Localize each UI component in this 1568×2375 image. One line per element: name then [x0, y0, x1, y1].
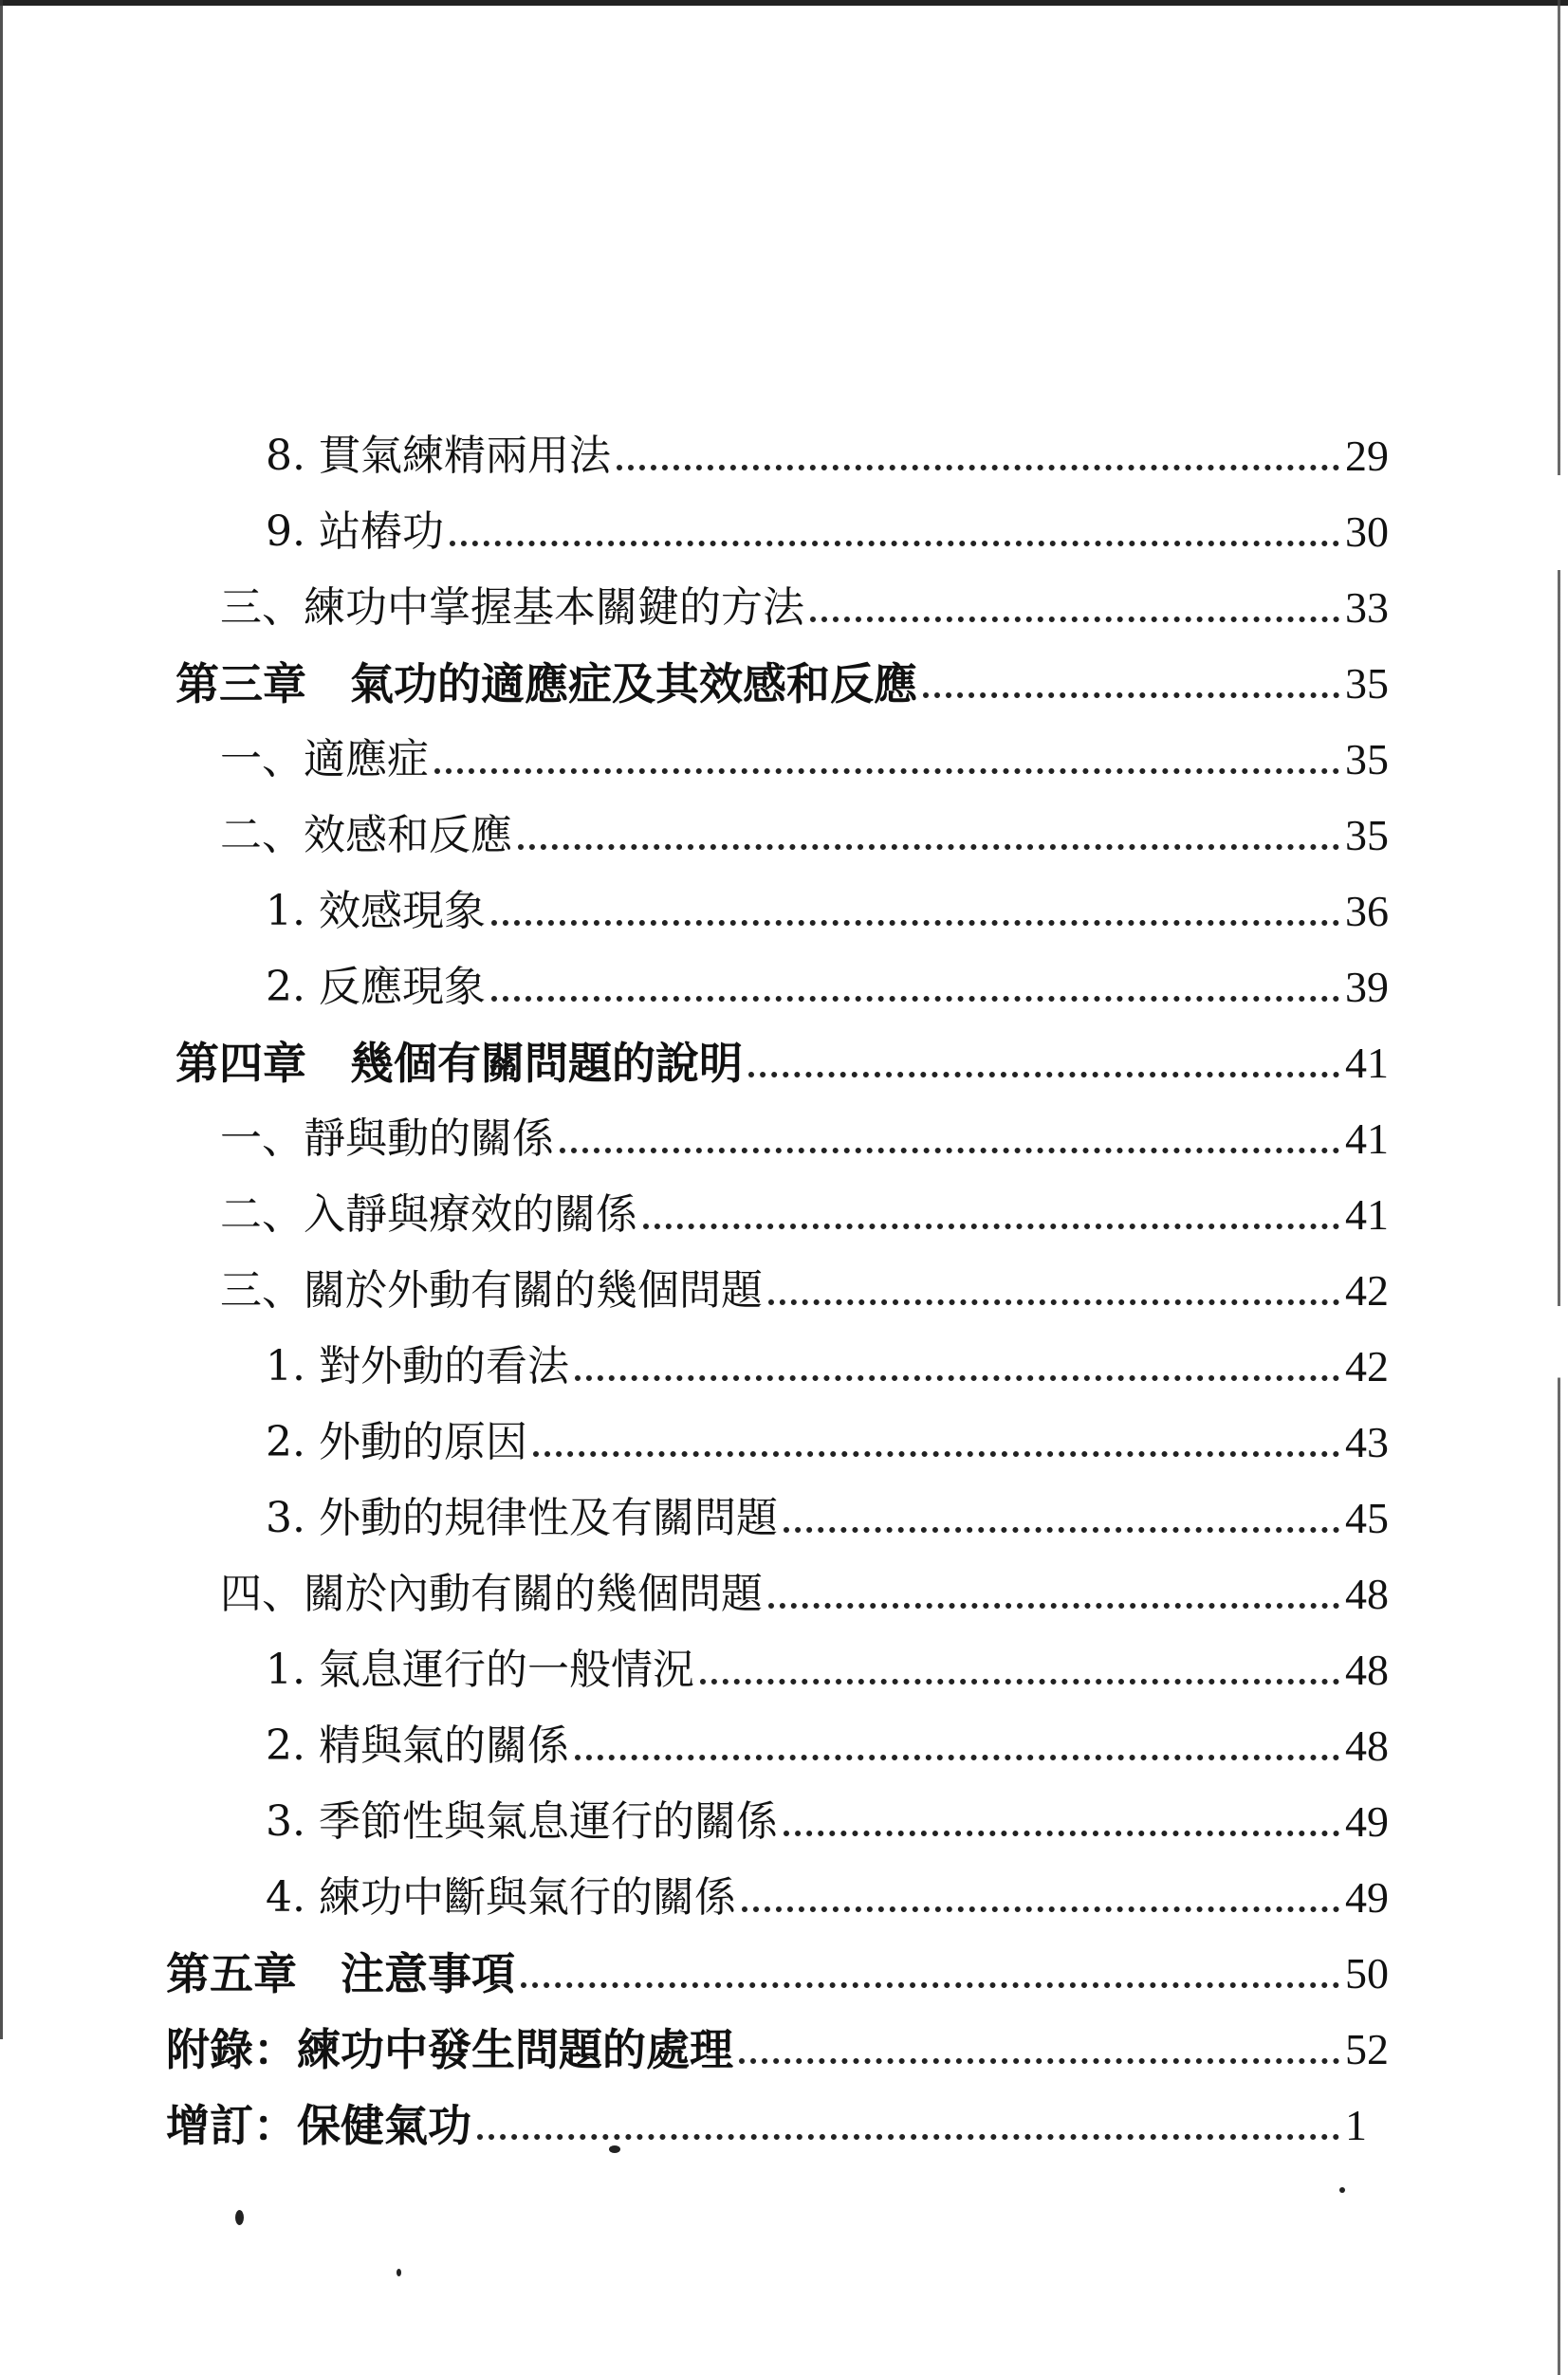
dot-leader [560, 1148, 1339, 1153]
dot-leader [477, 2134, 1339, 2140]
toc-entry-title: 1. 氣息運行的一般情況 [266, 1646, 694, 1694]
toc-entry-title: 3. 外動的規律性及有關問題 [266, 1494, 778, 1542]
toc-entry-title: 4. 練功中斷與氣行的關係 [266, 1873, 736, 1922]
dot-leader [643, 1224, 1339, 1229]
toc-page-number: 35 [1345, 811, 1389, 859]
dot-leader [768, 1299, 1339, 1305]
toc-chapter-entry[interactable] [166, 2020, 1393, 2079]
toc-entry-title: 一、靜與動的關係 [220, 1114, 554, 1163]
toc-entry[interactable] [266, 882, 1393, 941]
toc-page-number: 35 [1345, 735, 1389, 783]
toc-page-number: 30 [1345, 507, 1389, 556]
top-border-line [0, 0, 1568, 6]
dot-leader [700, 1679, 1339, 1685]
toc-page-number: 45 [1345, 1494, 1389, 1542]
dot-leader [617, 465, 1339, 470]
dot-leader [575, 1755, 1339, 1760]
right-border-line [1558, 0, 1560, 2375]
scan-speck [397, 2269, 401, 2276]
dot-leader [768, 1603, 1339, 1609]
toc-page-number: 42 [1345, 1342, 1389, 1390]
toc-entry-title: 2. 精與氣的關係 [266, 1721, 569, 1770]
dot-leader [784, 1831, 1339, 1836]
toc-entry[interactable] [266, 503, 1393, 562]
toc-page-number: 50 [1345, 1949, 1389, 1998]
toc-entry-title: 二、入靜與療效的關係 [220, 1190, 637, 1239]
toc-chapter-entry[interactable] [166, 1944, 1393, 2003]
toc-page-number: 41 [1345, 1190, 1389, 1239]
dot-leader [434, 768, 1339, 774]
dot-leader [533, 1451, 1339, 1457]
toc-entry[interactable] [266, 1337, 1393, 1396]
toc-page-number: 1 [1345, 2101, 1367, 2149]
toc-entry-title: 三、關於外動有關的幾個問題 [220, 1266, 763, 1315]
scan-speck [609, 2145, 620, 2153]
dot-leader [739, 2058, 1339, 2064]
dot-leader [491, 996, 1339, 1002]
dot-leader [521, 1982, 1339, 1988]
toc-entry[interactable] [220, 1186, 1393, 1244]
toc-entry[interactable] [266, 1717, 1393, 1776]
toc-page-number: 29 [1345, 432, 1389, 480]
toc-entry-title: 1. 對外動的看法 [266, 1342, 569, 1390]
toc-chapter-entry[interactable] [175, 654, 1393, 713]
toc-entry-title: 2. 反應現象 [266, 963, 486, 1011]
toc-page-number: 35 [1345, 659, 1389, 708]
toc-entry[interactable] [266, 1793, 1393, 1851]
toc-entry[interactable] [220, 806, 1393, 865]
toc-entry[interactable] [220, 579, 1393, 637]
toc-page-number: 43 [1345, 1418, 1389, 1466]
left-border-line [0, 0, 3, 2039]
toc-entry[interactable] [266, 958, 1393, 1017]
toc-entry[interactable] [266, 1641, 1393, 1700]
toc-entry[interactable] [220, 730, 1393, 789]
toc-page-number: 52 [1345, 2025, 1389, 2073]
dot-leader [575, 1375, 1339, 1381]
toc-page-number: 48 [1345, 1721, 1389, 1770]
dot-leader [923, 692, 1339, 698]
toc-entry-title: 二、效感和反應 [220, 811, 512, 859]
toc-entry-title: 第四章 幾個有關問題的說明 [175, 1038, 743, 1089]
toc-page-number: 42 [1345, 1266, 1389, 1315]
dot-leader [491, 920, 1339, 926]
toc-entry[interactable] [266, 1869, 1393, 1927]
toc-page-number: 48 [1345, 1646, 1389, 1694]
toc-entry-title: 2. 外動的原因 [266, 1418, 527, 1466]
toc-page-number: 36 [1345, 887, 1389, 935]
toc-entry-title: 增訂：保健氣功 [166, 2100, 471, 2151]
toc-chapter-entry[interactable] [175, 1034, 1393, 1093]
toc-entry[interactable] [266, 1413, 1393, 1472]
toc-chapter-entry[interactable] [166, 2096, 1393, 2155]
toc-page-number: 39 [1345, 963, 1389, 1011]
dot-leader [810, 617, 1339, 622]
toc-entry[interactable] [220, 1261, 1393, 1320]
dot-leader [784, 1527, 1339, 1533]
dot-leader [518, 844, 1339, 850]
dot-leader [450, 541, 1339, 546]
toc-entry-title: 9. 站樁功 [266, 507, 444, 556]
dot-leader [748, 1072, 1339, 1077]
toc-page-number: 48 [1345, 1570, 1389, 1618]
dot-leader [742, 1906, 1339, 1912]
toc-page-number: 49 [1345, 1797, 1389, 1846]
scan-speck [235, 2210, 244, 2225]
toc-entry[interactable] [266, 1489, 1393, 1548]
toc-entry[interactable] [220, 1565, 1393, 1624]
toc-page-number: 49 [1345, 1873, 1389, 1922]
toc-entry[interactable] [220, 1110, 1393, 1169]
toc-page-number: 33 [1345, 583, 1389, 632]
toc-entry-title: 1. 效感現象 [266, 887, 486, 935]
toc-entry-title: 第五章 注意事項 [166, 1948, 515, 1999]
toc-entry-title: 一、適應症 [220, 735, 429, 783]
toc-entry-title: 第三章 氣功的適應症及其效感和反應 [175, 658, 917, 709]
toc-entry[interactable] [266, 427, 1393, 486]
toc-entry-title: 四、關於內動有關的幾個問題 [220, 1570, 763, 1618]
toc-entry-title: 8. 貫氣練精兩用法 [266, 432, 611, 480]
toc-entry-title: 三、練功中掌握基本關鍵的方法 [220, 583, 804, 632]
scan-speck [1339, 2187, 1345, 2193]
toc-entry-title: 3. 季節性與氣息運行的關係 [266, 1797, 778, 1846]
toc-page-number: 41 [1345, 1114, 1389, 1163]
toc-page-number: 41 [1345, 1039, 1389, 1087]
toc-entry-title: 附錄：練功中發生問題的處理 [166, 2024, 733, 2075]
